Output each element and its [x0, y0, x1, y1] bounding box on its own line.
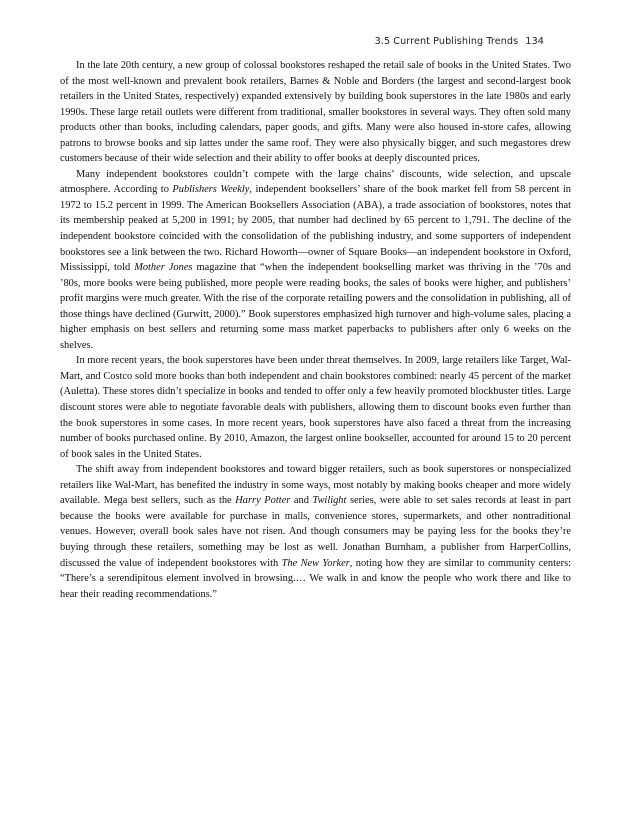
paragraph-text: Many independent bookstores couldn’t compete with the large chains’ discounts, wide selection, and upscale atmosphere. According to [60, 168, 571, 196]
paragraph-1 [60, 58, 571, 167]
publication-title: Publishers Weekly [172, 184, 250, 196]
section-title: 3.5 Current Publishing Trends [374, 36, 519, 47]
paragraph-2 [60, 167, 571, 354]
paragraph-text: The shift away from independent bookstores and toward bigger retailers, such as book superstores or nonspecialized retailers like Wal-Mart, has benefited the industry in some ways, most notably by making books cheaper and more widely available. Mega best sellers, such as the [60, 464, 571, 507]
paragraph-3 [60, 353, 571, 462]
book-series-title: Harry Potter [235, 495, 291, 507]
paragraph-text: , independent booksellers’ share of the book market fell from 58 percent in 1972 to 15.2 percent in 1999. The American Booksellers Association (ABA), a trade association of bookstores, notes that its membership peaked at 5,200 in 1991; by 2005, that number had declined by 65 percent to 1,791. The decline of the independent bookstore coincided with the consolidation of the publishing industry, and some supporters of independent bookstores see a link between the two. Richard Howorth—owner of Square Books—an independent bookstore in Oxford, Mississippi, told [60, 184, 571, 274]
publication-title: The New Yorker [281, 557, 350, 569]
publication-title: Mother Jones [134, 262, 193, 274]
paragraph-text: , noting how they are similar to community centers: “There’s a serendipitous element involved in browsing.… We walk in and know the people who work there and like to hear their reading recommendations.” [60, 557, 571, 600]
paragraph-text: magazine that “when the independent bookselling market was thriving in the ’70s and ’80s, more books were being published, more people were reading books, the sales of books were higher, and publishers’ profit margins were much greater. With the rise of the corporate retailing powers and the consolidation in publishing, all of those things have declined (Gurwitt, 2000).” Book superstores emphasized high turnover and high-volume sales, placing a higher emphasis on best sellers and returning some mass market paperbacks to publishers after only 6 weeks on the shelves. [60, 262, 571, 351]
page-number: 134 [525, 36, 544, 47]
running-header [375, 36, 544, 47]
body-text [60, 58, 571, 602]
paragraph-text: and [290, 495, 313, 507]
book-series-title: Twilight [312, 495, 347, 507]
paragraph-4 [60, 462, 571, 602]
paragraph-text: series, were able to set sales records at least in part because the books were available for purchase in malls, convenience stores, supermarkets, and other nontraditional venues. However, overall book sales have not risen. And though consumers may be paying less for the books they’re buying through these retailers, something may be lost as well. Jonathan Burnham, a publisher from HarperCollins, discussed the value of independent bookstores with [60, 495, 571, 569]
paragraph-text: In the late 20th century, a new group of colossal bookstores reshaped the retail sale of books in the United States. Two of the most well-known and prevalent book retailers, Barnes & Noble and Borders (the largest and second-largest book retailers in the United States, respectively) expanded extensively by building book superstores in the late 1980s and early 1990s. These large retail outlets were different from traditional, smaller bookstores in several ways. They often sold many products other than books, including calendars, paper goods, and gifts. Many were also housed in-store cafes, allowing patrons to browse books and sip lattes under the same roof. They were also physically bigger, and such megastores drew customers because of their wide selection and their ability to offer books at deeply discounted prices. [60, 60, 571, 165]
paragraph-text: In more recent years, the book superstores have been under threat themselves. In 2009, large retailers like Target, Wal-Mart, and Costco sold more books than both independent and chain bookstores combined: nearly 45 percent of the market (Auletta). These stores didn’t specialize in books and tended to offer only a few heavily promoted blockbuster titles. Large discount stores were able to negotiate favorable deals with publishers, allowing them to discount books even further than the book superstores in some cases. In more recent years, book superstores have also faced a threat from the increasing number of books purchased online. By 2010, Amazon, the largest online bookseller, accounted for around 15 to 20 percent of book sales in the United States. [60, 355, 571, 460]
